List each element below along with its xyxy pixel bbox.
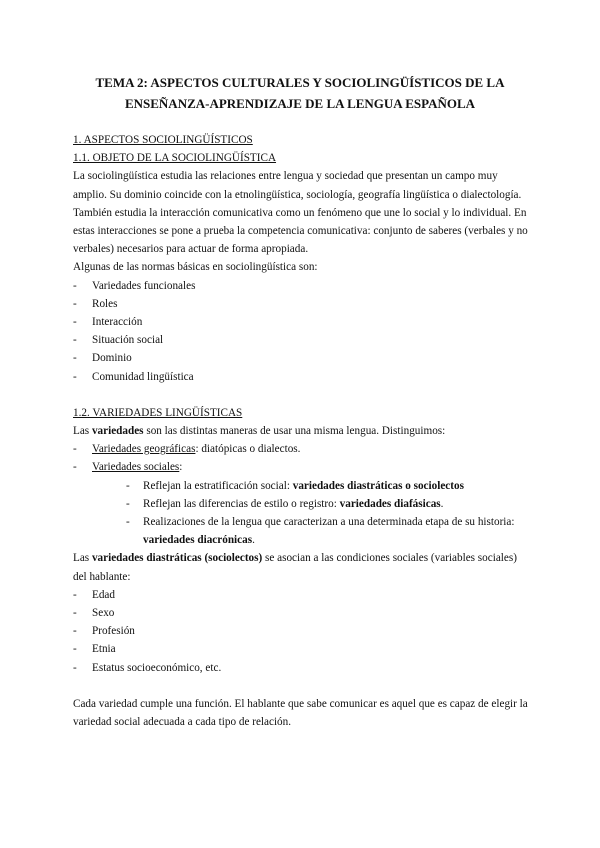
section-heading-1: 1. ASPECTOS SOCIOLINGÜÍSTICOS xyxy=(73,134,253,146)
list-item: - Interacción xyxy=(73,313,530,331)
spacer xyxy=(73,677,530,695)
spacer xyxy=(73,386,530,404)
list-item: - Dominio xyxy=(73,349,530,367)
list-item: - Realizaciones de la lengua que caracterizan a una determinada etapa de su historia: variedades diacrónicas. xyxy=(126,513,530,549)
list-item: - Variedades funcionales xyxy=(73,277,530,295)
paragraph-communicative-interaction: También estudia la interacción comunicativa como un fenómeno que une lo social y lo individual. En estas interacciones se pone a prueba la competencia comunicativa: conjunto de saberes (verbales y no verbales) necesarios para actuar de forma apropiada. xyxy=(73,206,528,256)
paragraph-sociolinguistics-definition: La sociolingüística estudia las relaciones entre lengua y sociedad que presentan un campo muy amplio. Su dominio coincide con la etnolingüística, sociología, geografía lingüística o dialectología. xyxy=(73,170,522,201)
paragraph-diastratic: Las variedades diastráticas (sociolectos) se asocian a las condiciones sociales (variables sociales) del hablante: xyxy=(73,552,517,583)
social-varieties-sublist xyxy=(126,477,530,550)
list-item: - Comunidad lingüística xyxy=(73,368,530,386)
document-body xyxy=(73,131,530,731)
list-item: - Estatus socioeconómico, etc. xyxy=(73,659,530,677)
paragraph-norms-intro: Algunas de las normas básicas en sociolingüística son: xyxy=(73,261,318,274)
social-variables-list xyxy=(73,586,530,677)
list-item: - Edad xyxy=(73,586,530,604)
varieties-list xyxy=(73,440,530,549)
subsection-heading-1-2: 1.2. VARIEDADES LINGÜÍSTICAS xyxy=(73,406,243,419)
list-item: - Etnia xyxy=(73,640,530,658)
list-item: - Situación social xyxy=(73,331,530,349)
list-item: - Roles xyxy=(73,295,530,313)
paragraph-varieties-intro: Las variedades son las distintas maneras de usar una misma lengua. Distinguimos: xyxy=(73,425,446,438)
subsection-heading-1-1: 1.1. OBJETO DE LA SOCIOLINGÜÍSTICA xyxy=(73,152,277,165)
list-item-geographic: - Variedades geográficas: diatópicas o dialectos. xyxy=(73,440,530,458)
list-item: - Reflejan las diferencias de estilo o registro: variedades diafásicas. xyxy=(126,495,530,513)
list-item: - Profesión xyxy=(73,622,530,640)
paragraph-closing: Cada variedad cumple una función. El hablante que sabe comunicar es aquel que es capaz de elegir la variedad social adecuada a cada tipo de relación. xyxy=(73,697,528,729)
list-item: - Sexo xyxy=(73,604,530,622)
document-title: TEMA 2: ASPECTOS CULTURALES Y SOCIOLINGÜÍSTICOS DE LA ENSEÑANZA-APRENDIZAJE DE LA LENGUA ESPAÑOLA xyxy=(95,75,505,111)
norms-list xyxy=(73,277,530,386)
list-item-social: - Variedades sociales: - Reflejan la estratificación social: variedades diastráticas o sociolectos - Reflejan las diferencias de estilo o registro: variedades diafásicas. - Realizaciones de la lengua que caracterizan a una determinada etapa de su historia: variedades diacrónicas. xyxy=(73,458,530,549)
list-item: - Reflejan la estratificación social: variedades diastráticas o sociolectos xyxy=(126,477,530,495)
